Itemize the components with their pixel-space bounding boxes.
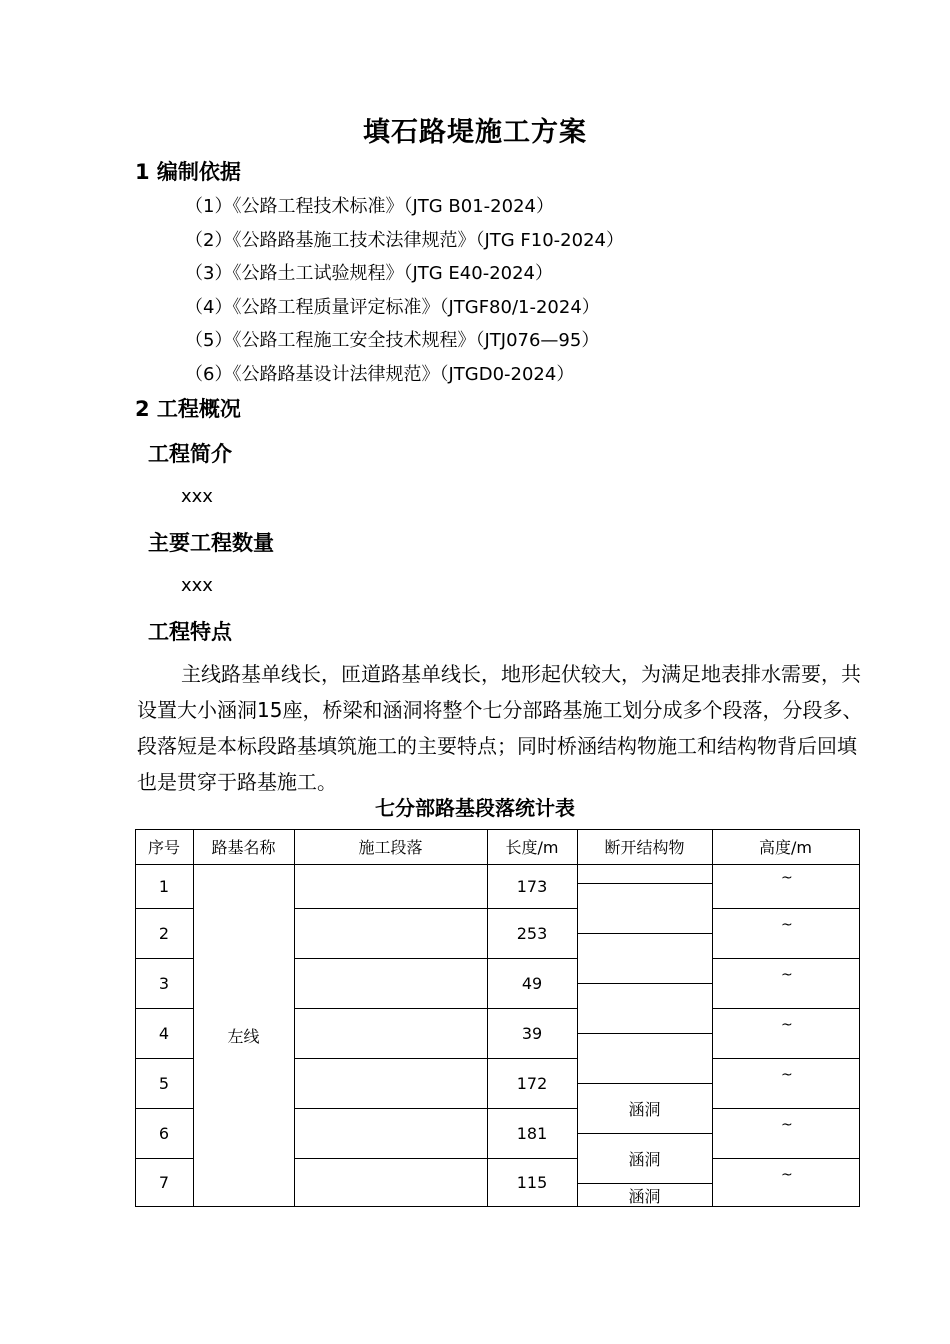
road-name-cell: 左线 — [227, 1027, 260, 1046]
table-header-cell: 断开结构物 — [604, 838, 685, 857]
row-divider — [135, 1108, 193, 1109]
features-paragraph: 主线路基单线长，匝道路基单线长，地形起伏较大，为满足地表排水需要，共设置大小涵洞15座，桥梁和涵洞将整个七分部路基施工划分成多个段落，分段多、段落短是本标段路基填筑施工的主要特点；同时桥涵结构物施工和结构物背后回填也是贯穿于路基施工。 — [137, 662, 863, 794]
row-number-cell: 3 — [158, 973, 170, 993]
length-cell: 172 — [516, 1073, 548, 1093]
length-cell: 39 — [521, 1023, 543, 1043]
structure-divider — [577, 983, 712, 984]
row-divider — [712, 1108, 860, 1109]
structure-divider — [577, 1083, 712, 1084]
row-divider — [294, 1108, 577, 1109]
row-divider — [294, 958, 577, 959]
table-header-cell: 路基名称 — [211, 838, 276, 857]
row-divider — [712, 958, 860, 959]
height-cell: ~ — [781, 1067, 793, 1083]
column-divider — [712, 829, 713, 1207]
column-divider — [487, 829, 488, 1207]
structure-divider — [577, 1183, 712, 1184]
row-divider — [135, 864, 860, 865]
height-cell: ~ — [781, 1167, 793, 1183]
structure-cell: 涵洞 — [628, 1149, 661, 1169]
height-cell: ~ — [781, 870, 793, 886]
reference-item: （5）《公路工程施工安全技术规程》（JTJ076—95） — [185, 330, 600, 351]
reference-item: （1）《公路工程技术标准》（JTG B01-2024） — [185, 196, 554, 217]
row-number-cell: 1 — [158, 876, 170, 896]
row-number-cell: 2 — [158, 923, 170, 943]
table-border — [135, 1206, 860, 1207]
subheading-features: 工程特点 — [148, 620, 232, 644]
row-divider — [135, 958, 193, 959]
row-divider — [294, 1008, 577, 1009]
column-divider — [577, 829, 578, 1207]
table-header-cell: 施工段落 — [358, 838, 423, 857]
table-border — [135, 829, 136, 1207]
structure-divider — [577, 1133, 712, 1134]
row-divider — [712, 1008, 860, 1009]
column-divider — [294, 829, 295, 1207]
table-caption: 七分部路基段落统计表 — [375, 796, 575, 820]
row-number-cell: 7 — [158, 1173, 170, 1192]
row-divider — [294, 908, 577, 909]
row-divider — [294, 1158, 577, 1159]
reference-item: （4）《公路工程质量评定标准》（JTGF80/1-2024） — [185, 297, 600, 318]
height-cell: ~ — [781, 1017, 793, 1033]
subheading-quantity: 主要工程数量 — [148, 531, 274, 555]
structure-divider — [577, 1033, 712, 1034]
row-divider — [712, 908, 860, 909]
subheading-intro: 工程简介 — [148, 442, 232, 466]
table-border — [135, 829, 860, 830]
column-divider — [193, 829, 194, 1207]
length-cell: 49 — [521, 973, 543, 993]
length-cell: 173 — [516, 876, 548, 896]
height-cell: ~ — [781, 1117, 793, 1133]
row-divider — [135, 908, 193, 909]
height-cell: ~ — [781, 967, 793, 983]
length-cell: 181 — [516, 1123, 548, 1143]
length-cell: 253 — [516, 923, 548, 943]
height-cell: ~ — [781, 917, 793, 933]
structure-divider — [577, 883, 712, 884]
reference-item: （2）《公路路基施工技术法律规范》（JTG F10-2024） — [185, 230, 624, 251]
row-divider — [135, 1058, 193, 1059]
structure-cell: 涵洞 — [628, 1186, 661, 1206]
table-header-cell: 长度/m — [505, 838, 559, 857]
row-divider — [135, 1158, 193, 1159]
length-cell: 115 — [516, 1173, 548, 1192]
row-number-cell: 4 — [158, 1023, 170, 1043]
row-divider — [712, 1058, 860, 1059]
section-heading-overview: 2 工程概况 — [135, 397, 241, 421]
table-border — [859, 829, 860, 1207]
table-header-cell: 高度/m — [759, 838, 812, 857]
intro-text: xxx — [181, 486, 213, 507]
quantity-text: xxx — [181, 575, 213, 596]
row-divider — [712, 1158, 860, 1159]
row-divider — [294, 1058, 577, 1059]
section-heading-basis: 1 编制依据 — [135, 160, 241, 184]
row-divider — [135, 1008, 193, 1009]
structure-divider — [577, 933, 712, 934]
row-number-cell: 6 — [158, 1123, 170, 1143]
table-header-cell: 序号 — [147, 838, 180, 857]
reference-item: （3）《公路土工试验规程》（JTG E40-2024） — [185, 263, 554, 284]
structure-cell: 涵洞 — [628, 1099, 661, 1119]
reference-item: （6）《公路路基设计法律规范》（JTGD0-2024） — [185, 364, 575, 385]
document-title: 填石路堤施工方案 — [363, 117, 587, 148]
row-number-cell: 5 — [158, 1073, 170, 1093]
